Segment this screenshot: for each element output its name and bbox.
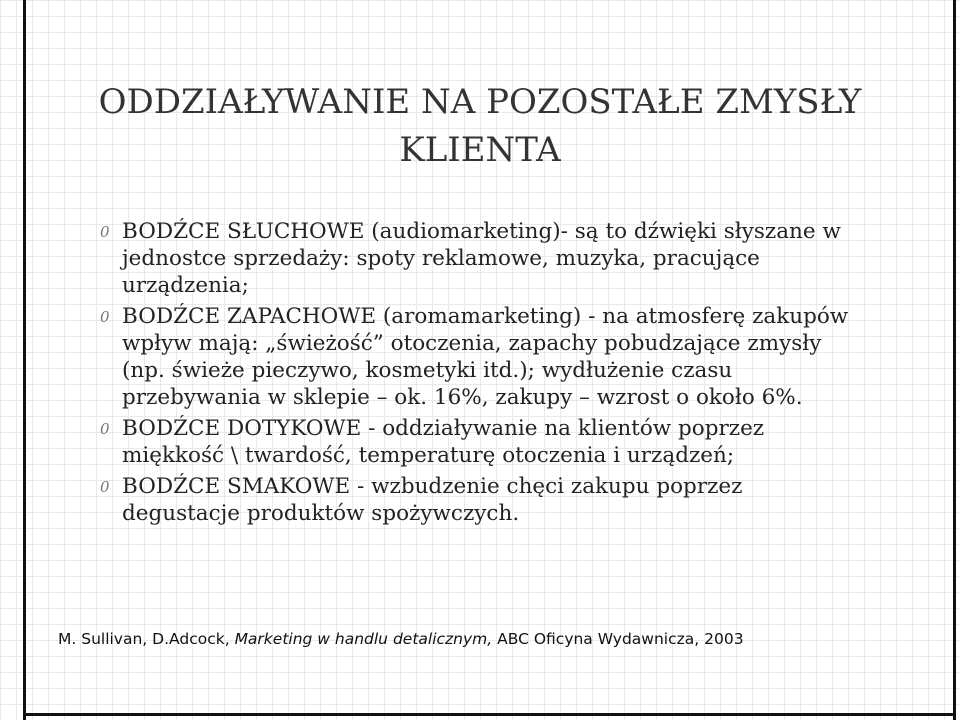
slide-title: ODDZIAŁYWANIE NA POZOSTAŁE ZMYSŁY KLIENTA <box>98 82 862 170</box>
citation-authors: M. Sullivan, D.Adcock, <box>58 630 235 648</box>
bullet-marker-icon: 0 <box>100 308 110 326</box>
bullet-text: BODŹCE DOTYKOWE - oddziaływanie na klientów poprzez miękkość \ twardość, temperaturę otoczenia i urządzeń; <box>122 416 765 468</box>
bullet-text: BODŹCE SŁUCHOWE (audiomarketing)- są to dźwięki słyszane w jednostce sprzedaży: spoty reklamowe, muzyka, pracujące urządzenia; <box>122 219 841 298</box>
bullet-item-taste <box>100 473 860 527</box>
bullet-marker-icon: 0 <box>100 420 110 438</box>
bullet-item-olfactory <box>100 303 860 411</box>
slide-border-bottom <box>23 713 956 716</box>
citation-publisher: ABC Oficyna Wydawnicza, 2003 <box>492 630 744 648</box>
bullet-item-tactile <box>100 415 860 469</box>
bullet-list <box>100 218 860 531</box>
bullet-text: BODŹCE SMAKOWE - wzbudzenie chęci zakupu poprzez degustacje produktów spożywczych. <box>122 474 743 526</box>
slide-border-right <box>953 0 956 720</box>
bullet-text: BODŹCE ZAPACHOWE (aromamarketing) - na atmosferę zakupów wpływ mają: „świeżość” otoczenia, zapachy pobudzające zmysły (np. świeże pieczywo, kosmetyki itd.); wydłużenie czasu przebywania w sklepie – ok. 16%, zakupy – wzrost o około 6%. <box>122 304 849 410</box>
slide-border-left <box>23 0 26 720</box>
citation-book-title: Marketing w handlu detalicznym, <box>234 630 493 648</box>
citation <box>58 630 918 648</box>
bullet-marker-icon: 0 <box>100 478 110 496</box>
bullet-item-auditory <box>100 218 860 299</box>
bullet-marker-icon: 0 <box>100 223 110 241</box>
